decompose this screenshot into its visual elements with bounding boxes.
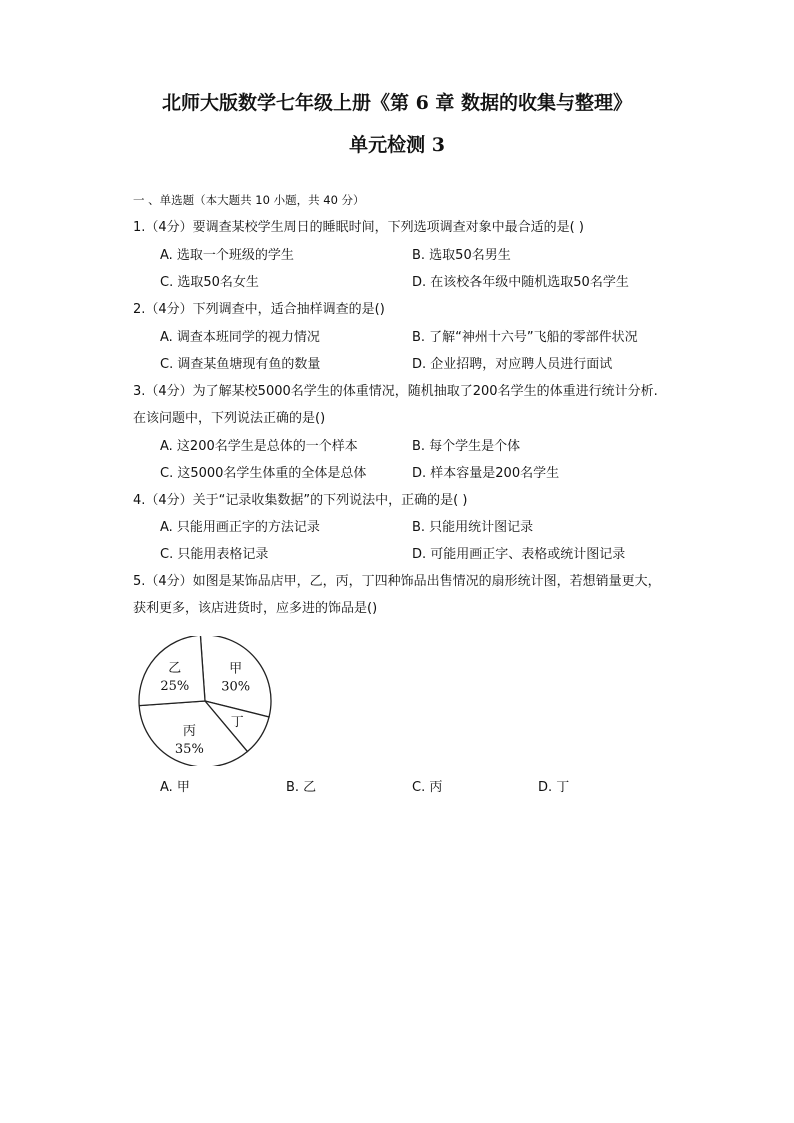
section-heading: 一 、单选题（本大题共 10 小题，共 40 分）	[133, 193, 365, 207]
pie-slices	[139, 636, 271, 766]
pie-label-1: 甲	[229, 661, 243, 677]
question-3-option-d[interactable]: D. 样本容量是200名学生	[412, 466, 560, 481]
question-5-option-c[interactable]: C. 丙	[412, 780, 443, 795]
document-subtitle: 单元检测 3	[349, 134, 445, 156]
pie-label-2: 丁	[230, 715, 244, 731]
question-1-option-b[interactable]: B. 选取50名男生	[412, 248, 511, 263]
document-title: 北师大版数学七年级上册《第 6 章 数据的收集与整理》	[161, 92, 633, 114]
question-4-stem: 4.（4分）关于“记录收集数据”的下列说法中，正确的是( )	[133, 493, 468, 508]
question-5-option-a[interactable]: A. 甲	[160, 780, 190, 795]
pie-chart	[133, 636, 278, 766]
question-2-stem: 2.（4分）下列调查中，适合抽样调查的是()	[133, 302, 385, 317]
question-5-option-b[interactable]: B. 乙	[286, 780, 317, 795]
pie-value-label-4: 25%	[160, 678, 190, 694]
question-1-option-d[interactable]: D. 在该校各年级中随机选取50名学生	[412, 275, 629, 290]
pie-label-3: 丙	[182, 723, 196, 739]
pie-label-4: 乙	[168, 660, 182, 676]
pie-value-label-3: 35%	[174, 741, 204, 757]
question-2-option-d[interactable]: D. 企业招聘，对应聘人员进行面试	[412, 357, 613, 372]
question-4-option-b[interactable]: B. 只能用统计图记录	[412, 520, 534, 535]
question-1-option-a[interactable]: A. 选取一个班级的学生	[160, 248, 294, 263]
question-3-stem: 3.（4分）为了解某校5000名学生的体重情况，随机抽取了200名学生的体重进行统计分析.在该问题中，下列说法正确的是()	[133, 384, 658, 426]
question-3-option-c[interactable]: C. 这5000名学生体重的全体是总体	[160, 466, 367, 481]
question-5-option-d[interactable]: D. 丁	[538, 780, 570, 795]
question-2-option-c[interactable]: C. 调查某鱼塘现有鱼的数量	[160, 357, 321, 372]
question-4-option-a[interactable]: A. 只能用画正字的方法记录	[160, 520, 320, 535]
question-1-option-c[interactable]: C. 选取50名女生	[160, 275, 259, 290]
question-3-option-a[interactable]: A. 这200名学生是总体的一个样本	[160, 439, 358, 454]
question-4-option-c[interactable]: C. 只能用表格记录	[160, 547, 269, 562]
question-4-option-d[interactable]: D. 可能用画正字、表格或统计图记录	[412, 547, 626, 562]
pie-value-label-1: 30%	[221, 679, 251, 695]
question-2-option-a[interactable]: A. 调查本班同学的视力情况	[160, 330, 320, 345]
question-3-option-b[interactable]: B. 每个学生是个体	[412, 439, 521, 454]
question-1-stem: 1.（4分）要调查某校学生周日的睡眠时间，下列选项调查对象中最合适的是( )	[133, 220, 584, 235]
question-2-option-b[interactable]: B. 了解“神州十六号”飞船的零部件状况	[412, 330, 638, 345]
question-5-stem: 5.（4分）如图是某饰品店甲，乙，丙，丁四种饰品出售情况的扇形统计图，若想销量更大，获利更多，该店进货时，应多进的饰品是()	[133, 574, 661, 616]
